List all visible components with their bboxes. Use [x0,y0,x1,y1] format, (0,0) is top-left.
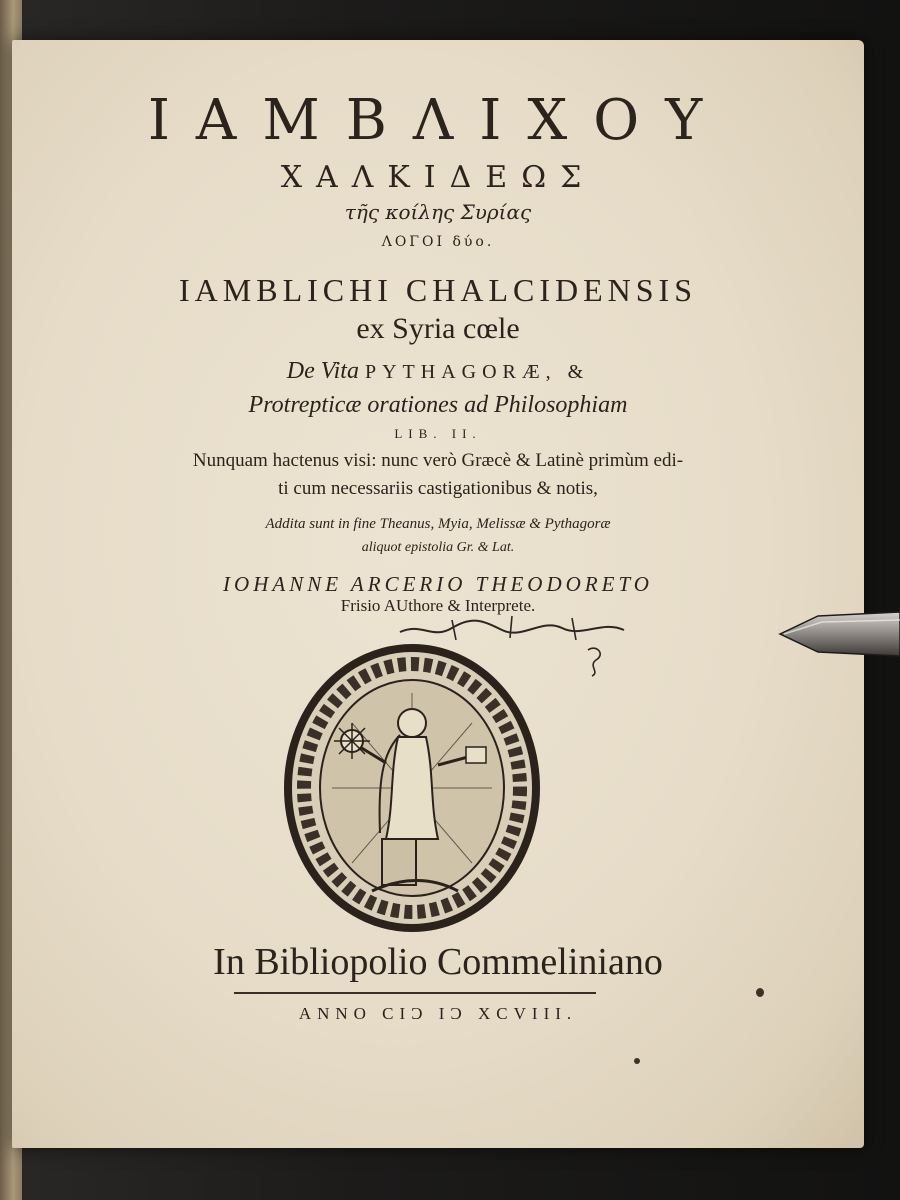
foxing-spot [634,1058,640,1064]
greek-origin-line: τῆς κοίλης Συρίας [344,200,532,224]
de-vita-name: PYTHAGORÆ, & [364,361,590,383]
editor-line: IOHANNE ARCERIO THEODORETO [223,572,653,596]
de-vita-prefix: De Vita [286,358,359,384]
greek-logoi-line: ΛΟΓΟΙ δύο. [381,234,495,250]
greek-city-line: ΧΑΛΚΙΔΕΩΣ [280,160,596,195]
year-line: ANNO CIƆ IƆ XCVIII. [298,1004,578,1023]
de-vita-line [12,358,864,385]
latin-origin-line: ex Syria cœle [356,312,520,345]
note-line-1: Nunquam hactenus visi: nunc verò Græcè & Latinè primùm edi- [192,450,684,471]
imprint-line: In Bibliopolio Commeliniano [213,941,663,983]
books-line: LIB. II. [394,426,482,441]
note-line-2: ti cum necessariis castigationibus & notis, [278,478,598,499]
foxing-spot [756,988,764,997]
addita-line-1: Addita sunt in fine Theanus, Myia, Melissæ & Pythagoræ [265,516,611,532]
protreptic-line: Protrepticæ orationes ad Philosophiam [248,392,628,418]
addita-line-2: aliquot epistolia Gr. & Lat. [361,540,515,555]
latin-author-title: IAMBLICHI CHALCIDENSIS [179,272,697,308]
metal-bookmark-pointer [778,608,900,660]
editor-role-line: Frisio AUthore & Interprete. [340,596,536,615]
greek-author-title: ΙΑΜΒΛΙΧΟΥ [147,88,729,153]
title-page [12,40,864,1148]
imprint-rule [234,992,596,994]
printer-emblem-truth-figure [282,643,542,933]
